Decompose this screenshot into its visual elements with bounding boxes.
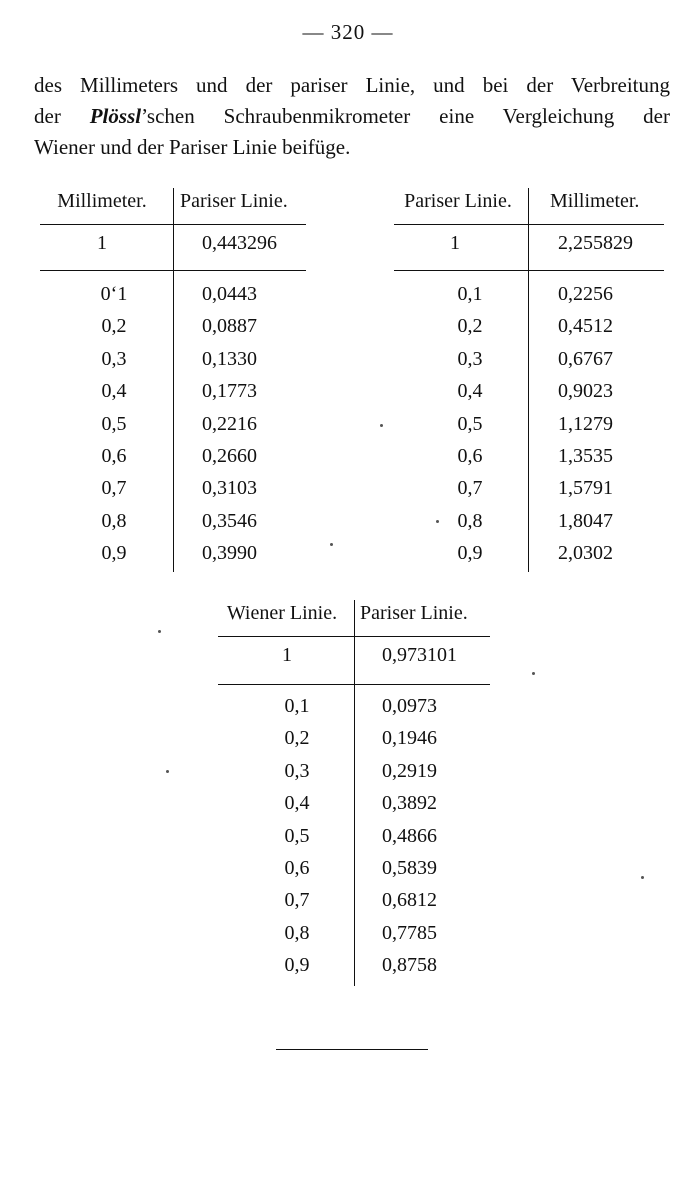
table-cell: 0,4866 — [382, 824, 437, 847]
table-pariser-to-millimeter — [390, 186, 670, 576]
table-cell: 0,0443 — [202, 283, 257, 305]
ploessl-name: Plössl — [89, 104, 142, 128]
page-number: — 320 — — [302, 20, 394, 44]
table-cell: 0,1330 — [202, 347, 257, 370]
column-divider — [173, 188, 174, 572]
table-cell: 0,2 — [284, 727, 310, 750]
table-wiener-to-pariser — [212, 598, 502, 990]
column-divider — [528, 188, 529, 572]
table-cell: 0,7 — [284, 889, 310, 912]
intro-paragraph — [34, 70, 670, 163]
paragraph-line-2-end: ’schen Schraubenmikrometer eine Vergleichung der — [141, 104, 670, 128]
rule-bottom — [394, 270, 664, 271]
table-cell: 0,1 — [457, 283, 483, 305]
table-cell: 0,3 — [101, 347, 127, 370]
header-wiener-linie: Wiener Linie. — [226, 602, 338, 624]
table-cell: 0,1 — [284, 695, 310, 717]
column-divider — [354, 600, 355, 986]
column-pariser-linie — [202, 278, 312, 570]
print-speck — [380, 424, 383, 427]
print-speck — [158, 630, 161, 633]
table-cell: 0,3990 — [202, 542, 257, 565]
unit-millimeter: 1 — [97, 232, 107, 254]
table-cell: 0,2919 — [382, 759, 437, 782]
table-cell: 0,5839 — [382, 856, 437, 879]
table-cell: 0,4512 — [558, 315, 613, 338]
paragraph-line-2 — [34, 101, 670, 132]
unit-pariser-linie: 0,443296 — [202, 232, 277, 254]
table-cell: 0,7 — [457, 477, 483, 500]
table-cell: 0,2216 — [202, 412, 257, 435]
unit-pariser-linie: 1 — [450, 232, 460, 254]
table-cell: 0,7785 — [382, 921, 437, 944]
table-cell: 0,6 — [457, 444, 483, 467]
table-cell: 0,9 — [284, 954, 310, 977]
paragraph-line-2-start: der — [34, 104, 90, 128]
print-speck — [436, 520, 439, 523]
column-pariser-linie — [420, 278, 520, 570]
table-cell: 0‘1 — [100, 283, 128, 305]
print-speck — [532, 672, 535, 675]
table-cell: 0,9023 — [558, 380, 613, 403]
table-cell: 0,2 — [457, 315, 483, 338]
table-cell: 0,4 — [284, 792, 310, 815]
print-speck — [641, 876, 644, 879]
column-pariser-linie — [382, 690, 492, 982]
table-cell: 0,4 — [101, 380, 127, 403]
table-cell: 0,9 — [457, 542, 483, 565]
paragraph-line-3: Wiener und der Pariser Linie beifüge. — [34, 135, 351, 159]
table-millimeter-to-pariser — [34, 186, 314, 576]
unit-pariser-linie: 0,973101 — [382, 644, 457, 666]
column-millimeter — [64, 278, 164, 570]
print-speck — [330, 543, 333, 546]
table-cell: 0,5 — [457, 412, 483, 435]
table-cell: 0,5 — [101, 412, 127, 435]
table-cell: 0,8758 — [382, 954, 437, 977]
table-cell: 0,5 — [284, 824, 310, 847]
table-cell: 0,8 — [284, 921, 310, 944]
table-cell: 0,2660 — [202, 444, 257, 467]
table-cell: 0,2 — [101, 315, 127, 338]
table-cell: 0,1946 — [382, 727, 437, 750]
table-cell: 0,2256 — [558, 283, 613, 305]
unit-wiener-linie: 1 — [282, 644, 292, 666]
table-cell: 0,3 — [284, 759, 310, 782]
rule-top — [394, 224, 664, 225]
table-cell: 0,3103 — [202, 477, 257, 500]
column-wiener-linie — [252, 690, 342, 982]
closing-rule — [276, 1049, 428, 1050]
table-cell: 0,3 — [457, 347, 483, 370]
table-cell: 0,0973 — [382, 695, 437, 717]
table-cell: 0,6812 — [382, 889, 437, 912]
header-pariser-linie: Pariser Linie. — [180, 190, 288, 212]
table-cell: 1,5791 — [558, 477, 613, 500]
table-cell: 0,7 — [101, 477, 127, 500]
table-cell: 0,3546 — [202, 509, 257, 532]
table-cell: 0,4 — [457, 380, 483, 403]
table-cell: 0,8 — [101, 509, 127, 532]
table-cell: 0,8 — [457, 509, 483, 532]
table-cell: 0,0887 — [202, 315, 257, 338]
column-millimeter — [558, 278, 668, 570]
paragraph-line-1: des Millimeters und der pariser Linie, und bei der Verbreitung — [34, 73, 670, 97]
unit-millimeter: 2,255829 — [558, 232, 633, 254]
table-cell: 0,9 — [101, 542, 127, 565]
table-cell: 1,8047 — [558, 509, 613, 532]
table-cell: 0,6767 — [558, 347, 613, 370]
table-cell: 2,0302 — [558, 542, 613, 565]
table-cell: 1,3535 — [558, 444, 613, 467]
header-pariser-linie: Pariser Linie. — [404, 190, 512, 212]
table-cell: 1,1279 — [558, 412, 613, 435]
header-millimeter: Millimeter. — [550, 190, 640, 212]
print-speck — [166, 770, 169, 773]
table-cell: 0,6 — [101, 444, 127, 467]
table-cell: 0,6 — [284, 856, 310, 879]
header-pariser-linie: Pariser Linie. — [360, 602, 468, 624]
table-cell: 0,3892 — [382, 792, 437, 815]
header-millimeter: Millimeter. — [57, 190, 147, 212]
table-cell: 0,1773 — [202, 380, 257, 403]
